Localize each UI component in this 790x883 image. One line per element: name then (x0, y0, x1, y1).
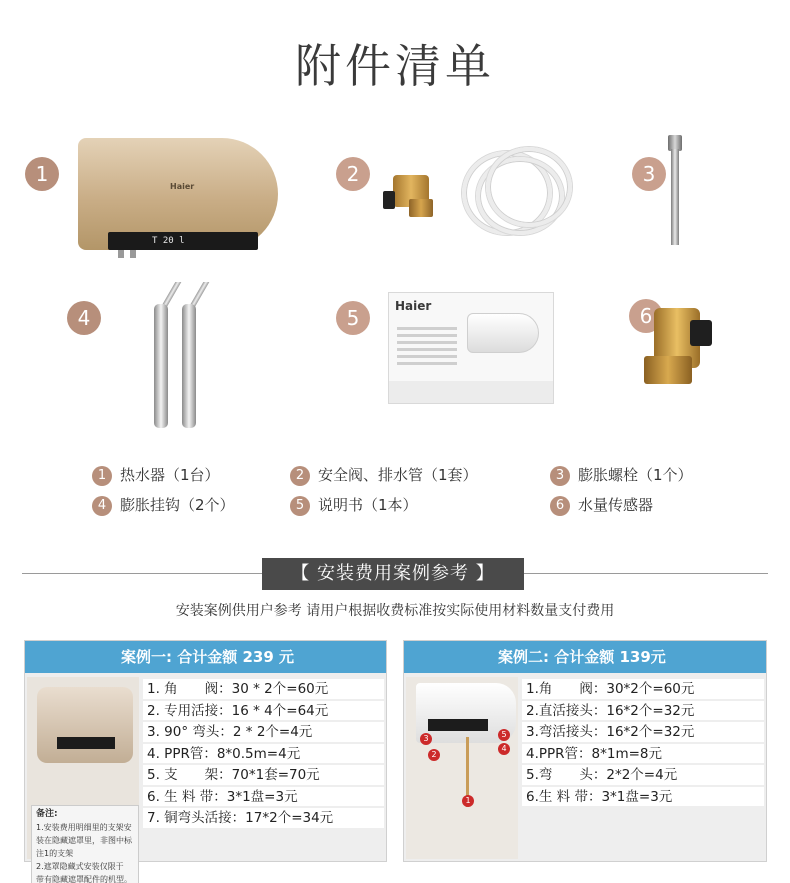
case-1-item: 5. 支 架：70*1套=70元 (143, 765, 384, 787)
page-title: 附件清单 (295, 39, 495, 93)
part-label: 膨胀挂钩（2个） (120, 496, 235, 514)
section-subtitle: 安装案例供用户参考 请用户根据收费标准按实际使用材料数量支付费用 (175, 603, 615, 619)
heater-display: T 20 l (152, 236, 185, 246)
case-2-item: 6.生 料 带：3*1盘=3元 (522, 787, 764, 809)
part-number: 5 (290, 496, 310, 516)
case-1-item: 4. PPR管：8*0.5m=4元 (143, 744, 384, 766)
part-item-5 (290, 494, 418, 516)
install-marker-2: 2 (428, 749, 440, 761)
case-1-item: 1. 角 阀：30 * 2个=60元 (143, 679, 384, 701)
case-2-item: 4.PPR管：8*1m=8元 (522, 744, 764, 766)
case-2-item: 3.弯活接头：16*2个=32元 (522, 722, 764, 744)
expansion-bolt-image (668, 135, 682, 245)
case-1-note (31, 805, 139, 883)
part-item-3 (550, 464, 693, 486)
case-2-photo (406, 677, 518, 859)
manual-image (388, 292, 554, 404)
section-title: 【 安装费用案例参考 】 (262, 558, 524, 590)
heater-logo: Haier (170, 182, 195, 191)
note-line: 注1的支架 (36, 849, 74, 858)
sensor-cap (690, 320, 712, 346)
item-badge-4: 4 (67, 301, 101, 335)
drain-hose-image (462, 147, 577, 239)
sensor-nut (644, 356, 692, 384)
case-2-panel (403, 640, 767, 862)
heater-pipe (118, 250, 124, 258)
part-number: 6 (550, 496, 570, 516)
hose-coil (486, 147, 572, 227)
valve-lever (383, 191, 395, 209)
case-1-heater (37, 687, 133, 763)
part-item-1 (92, 464, 220, 486)
case-2-header (404, 641, 766, 673)
part-label: 水量传感器 (578, 496, 654, 514)
part-number: 1 (92, 466, 112, 486)
item-badge-2: 2 (336, 157, 370, 191)
case-1-photo (27, 677, 139, 883)
case-1-item: 2. 专用活接：16 * 4个=64元 (143, 701, 384, 723)
manual-brand-logo: Haier (395, 299, 432, 313)
part-number: 4 (92, 496, 112, 516)
note-line: 装在隐藏遮罩里，非图中标 (36, 836, 132, 845)
manual-text-lines (397, 327, 457, 369)
case-2-items (522, 679, 764, 808)
valve-nut (409, 199, 433, 217)
water-sensor-image (640, 300, 715, 386)
heater-control-panel (108, 232, 258, 250)
expansion-hook-image (180, 282, 198, 432)
case-2-item: 1.角 阀：30*2个=60元 (522, 679, 764, 701)
install-marker-5: 5 (498, 729, 510, 741)
case-2-item: 5.弯 头：2*2个=4元 (522, 765, 764, 787)
hook-tube (182, 304, 196, 428)
note-line: 带有隐藏遮罩配件的机型。 (36, 875, 132, 883)
part-item-2 (290, 464, 478, 486)
case-1-item: 7. 铜弯头活接：17*2个=34元 (143, 808, 384, 830)
case-2-heater-panel (428, 719, 488, 731)
install-marker-4: 4 (498, 743, 510, 755)
water-heater-image (78, 138, 278, 250)
case-1-item: 3. 90° 弯头：2 * 2个=4元 (143, 722, 384, 744)
part-number: 2 (290, 466, 310, 486)
case-1-header (25, 641, 386, 673)
case-1-items (143, 679, 384, 830)
case-1-item: 6. 生 料 带：3*1盘=3元 (143, 787, 384, 809)
part-label: 膨胀螺栓（1个） (578, 466, 693, 484)
part-number: 3 (550, 466, 570, 486)
note-title: 备注: (36, 809, 58, 819)
item-badge-5: 5 (336, 301, 370, 335)
case-1-title: 案例一: 合计金额 239 元 (121, 648, 294, 666)
part-item-4 (92, 494, 235, 516)
item-badge-3: 3 (632, 157, 666, 191)
item-badge-6: 6 (629, 299, 663, 333)
case-2-item: 2.直活接头：16*2个=32元 (522, 701, 764, 723)
part-label: 说明书（1本） (318, 496, 418, 514)
bolt-shaft (671, 149, 679, 245)
part-label: 热水器（1台） (120, 466, 220, 484)
install-marker-1: 1 (462, 795, 474, 807)
safety-valve-image (383, 165, 443, 220)
install-marker-3: 3 (420, 733, 432, 745)
case-2-title: 案例二: 合计金额 139元 (498, 648, 666, 666)
manual-footer (389, 381, 553, 403)
case-1-heater-panel (57, 737, 115, 749)
part-label: 安全阀、排水管（1套） (318, 466, 478, 484)
manual-heater-illustration (467, 313, 539, 353)
expansion-hook-image (152, 282, 170, 432)
part-item-6 (550, 494, 653, 516)
note-line: 2.遮罩隐藏式安装仅限于 (36, 862, 124, 871)
hook-tube (154, 304, 168, 428)
item-badge-1: 1 (25, 157, 59, 191)
note-line: 1.安装费用明细里的支架安 (36, 823, 132, 832)
heater-pipe (130, 250, 136, 258)
case-1-panel (24, 640, 387, 883)
